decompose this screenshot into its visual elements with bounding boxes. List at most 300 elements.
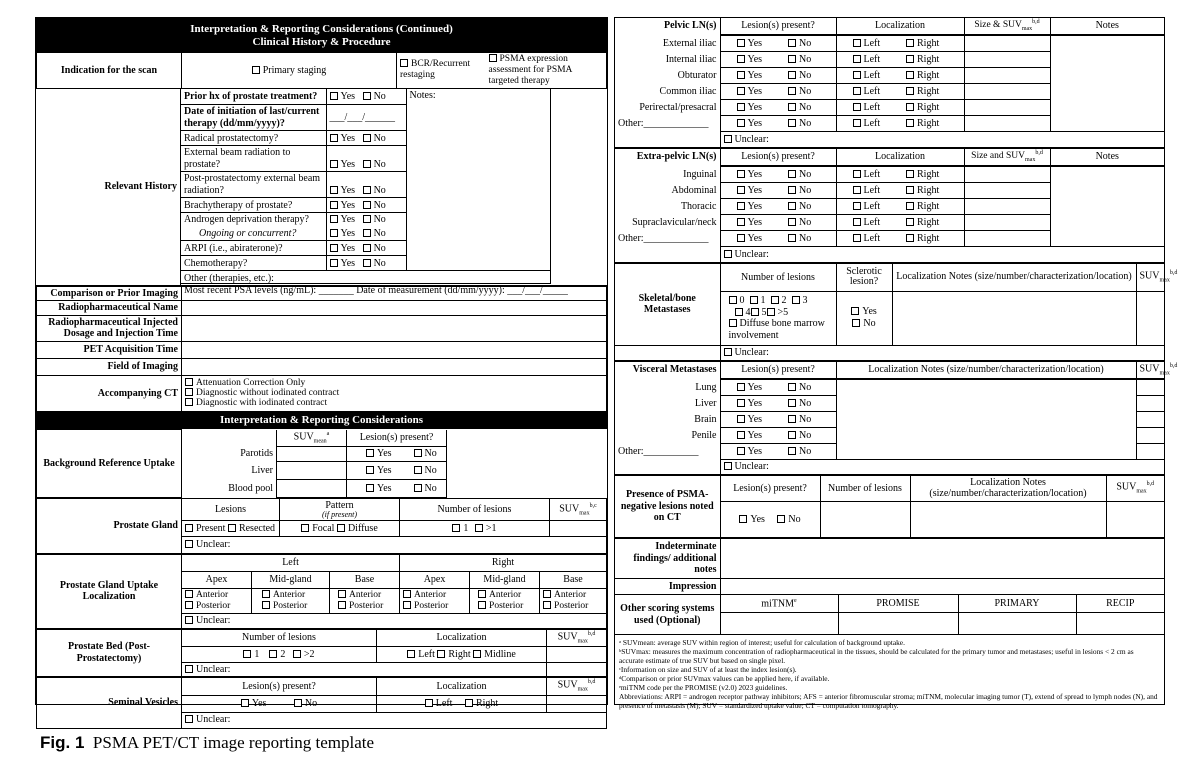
checkbox-icon[interactable]	[788, 87, 796, 95]
checkbox-icon[interactable]	[185, 524, 193, 532]
checkbox-icon[interactable]	[262, 601, 270, 609]
yes-choice[interactable]: Yes	[720, 35, 778, 51]
liver-suv-field[interactable]	[277, 462, 347, 480]
uptake-choice[interactable]: Anterior Posterior	[470, 589, 540, 614]
yes-choice[interactable]: Yes	[720, 396, 778, 412]
checkbox-icon[interactable]	[737, 431, 745, 439]
size-suv-field[interactable]	[964, 51, 1050, 67]
promise-field[interactable]	[838, 613, 958, 635]
uptake-choice[interactable]: Anterior Posterior	[252, 589, 330, 614]
right-choice[interactable]: Right	[900, 115, 964, 131]
checkbox-icon[interactable]	[906, 186, 914, 194]
no-choice[interactable]: No	[778, 99, 836, 115]
checkbox-icon[interactable]	[751, 308, 759, 316]
checkbox-icon[interactable]	[337, 524, 345, 532]
left-choice[interactable]: Left	[836, 214, 900, 230]
yes-choice[interactable]: Yes	[720, 198, 778, 214]
checkbox-icon[interactable]	[452, 524, 460, 532]
no-choice[interactable]: No	[778, 115, 836, 131]
size-suv-field[interactable]	[964, 230, 1050, 246]
checkbox-icon[interactable]	[853, 103, 861, 111]
bed-location-choice[interactable]: Left Right Midline	[377, 646, 547, 662]
checkbox-icon[interactable]	[735, 308, 743, 316]
recip-field[interactable]	[1076, 613, 1164, 635]
checkbox-icon[interactable]	[788, 55, 796, 63]
base-header: Base	[330, 572, 400, 589]
checkbox-icon[interactable]	[906, 103, 914, 111]
checkbox-icon[interactable]	[737, 170, 745, 178]
checkbox-icon[interactable]	[414, 449, 422, 457]
checkbox-icon[interactable]	[293, 650, 301, 658]
uptake-choice[interactable]: Anterior Posterior	[400, 589, 470, 614]
checkbox-icon[interactable]	[363, 229, 371, 237]
no-choice[interactable]: No	[778, 198, 836, 214]
visceral-suv-field[interactable]	[1136, 412, 1164, 428]
uptake-unclear[interactable]: Unclear:	[182, 614, 607, 629]
primary-field[interactable]	[958, 613, 1076, 635]
checkbox-icon[interactable]	[330, 92, 338, 100]
checkbox-icon[interactable]	[465, 699, 473, 707]
bed-suv-field[interactable]	[547, 662, 607, 677]
left-choice[interactable]: Left	[836, 198, 900, 214]
midgland-header: Mid-gland	[252, 572, 330, 589]
visceral-suv-field[interactable]	[1136, 428, 1164, 444]
checkbox-icon[interactable]	[478, 601, 486, 609]
primary-staging-option[interactable]: Primary staging	[182, 53, 397, 89]
checkbox-icon[interactable]	[363, 160, 371, 168]
skeletal-unclear[interactable]: Unclear:	[720, 345, 1164, 360]
checkbox-icon[interactable]	[294, 699, 302, 707]
checkbox-icon[interactable]	[853, 170, 861, 178]
checkbox-icon[interactable]	[853, 186, 861, 194]
checkbox-icon[interactable]	[437, 650, 445, 658]
blood-pool-yes[interactable]: Yes	[347, 480, 411, 498]
sv-location-choice[interactable]: Left Right	[377, 695, 547, 712]
checkbox-icon[interactable]	[906, 218, 914, 226]
checkbox-icon[interactable]	[478, 590, 486, 598]
yes-choice[interactable]: Yes	[720, 67, 778, 83]
left-choice[interactable]: Left	[836, 67, 900, 83]
left-choice[interactable]: Left	[836, 166, 900, 182]
right-choice[interactable]: Right	[900, 198, 964, 214]
ct-option-3[interactable]: Diagnostic with iodinated contract	[185, 398, 603, 408]
header-line-2: Clinical History & Procedure	[252, 35, 391, 48]
checkbox-icon[interactable]	[788, 415, 796, 423]
checkbox-icon[interactable]	[366, 466, 374, 474]
psma-neg-suv-field[interactable]	[1106, 502, 1164, 538]
checkbox-icon[interactable]	[737, 71, 745, 79]
checkbox-icon[interactable]	[737, 415, 745, 423]
yes-no-choice[interactable]: Yes No	[326, 146, 406, 172]
yes-choice[interactable]: Yes	[720, 380, 778, 396]
yes-choice[interactable]: Yes	[720, 99, 778, 115]
ebrt-question: External beam radiation to prostate?	[181, 146, 326, 172]
prostate-suv-field[interactable]	[550, 521, 607, 537]
checkbox-icon[interactable]	[771, 296, 779, 304]
size-suv-field[interactable]	[964, 166, 1050, 182]
focal-diffuse-choice[interactable]: Focal Diffuse	[280, 521, 400, 537]
right-choice[interactable]: Right	[900, 51, 964, 67]
count-row-2: 4 5 >5	[729, 307, 833, 319]
no-choice[interactable]: No	[778, 396, 836, 412]
no-choice[interactable]: No	[778, 428, 836, 444]
prostate-unclear[interactable]: Unclear:	[182, 537, 607, 554]
checkbox-icon[interactable]	[788, 218, 796, 226]
no-choice[interactable]: No	[778, 412, 836, 428]
checkbox-icon[interactable]	[269, 650, 277, 658]
checkbox-icon[interactable]	[788, 234, 796, 242]
checkbox-icon[interactable]	[338, 601, 346, 609]
checkbox-icon[interactable]	[489, 54, 497, 62]
checkbox-icon[interactable]	[788, 71, 796, 79]
checkbox-icon[interactable]	[185, 590, 193, 598]
checkbox-icon[interactable]	[737, 218, 745, 226]
checkbox-icon[interactable]	[243, 650, 251, 658]
checkbox-icon[interactable]	[788, 431, 796, 439]
checkbox-icon[interactable]	[414, 484, 422, 492]
no-choice[interactable]: No	[778, 444, 836, 460]
checkbox-icon[interactable]	[853, 119, 861, 127]
checkbox-icon[interactable]	[737, 399, 745, 407]
checkbox-icon[interactable]	[330, 215, 338, 223]
checkbox-icon[interactable]	[185, 616, 193, 624]
checkbox-icon[interactable]	[363, 201, 371, 209]
psma-neg-yes-no[interactable]: Yes No	[720, 502, 820, 538]
yes-no-choice[interactable]: Yes No	[326, 213, 406, 227]
seminal-vesicles-table	[36, 677, 607, 728]
checkbox-icon[interactable]	[475, 524, 483, 532]
checkbox-icon[interactable]	[724, 462, 732, 470]
right-choice[interactable]: Right	[900, 214, 964, 230]
other-field[interactable]: Other:_____________	[618, 117, 709, 129]
yes-choice[interactable]: Yes	[720, 214, 778, 230]
dosage-field[interactable]	[182, 315, 607, 341]
checkbox-icon[interactable]	[414, 466, 422, 474]
no-choice[interactable]: No	[778, 380, 836, 396]
sv-suv-field[interactable]	[547, 695, 607, 712]
checkbox-icon[interactable]	[853, 87, 861, 95]
checkbox-icon[interactable]	[363, 92, 371, 100]
yes-choice[interactable]: Yes	[720, 444, 778, 460]
no-choice[interactable]: No	[778, 67, 836, 83]
checkbox-icon[interactable]	[185, 388, 193, 396]
right-choice[interactable]: Right	[900, 67, 964, 83]
checkbox-icon[interactable]	[739, 515, 747, 523]
apex-header: Apex	[400, 572, 470, 589]
right-choice[interactable]: Right	[900, 166, 964, 182]
checkbox-icon[interactable]	[853, 218, 861, 226]
brachytherapy-question: Brachytherapy of prostate?	[181, 198, 326, 213]
checkbox-icon[interactable]	[852, 319, 860, 327]
liver-yes[interactable]: Yes	[347, 462, 411, 480]
left-choice[interactable]: Left	[836, 51, 900, 67]
acquisition-time-field[interactable]	[182, 341, 607, 358]
checkbox-icon[interactable]	[262, 590, 270, 598]
yes-no-choice[interactable]: Yes No	[326, 227, 406, 241]
no-choice[interactable]: No	[778, 166, 836, 182]
size-suv-field[interactable]	[964, 99, 1050, 115]
checkbox-icon[interactable]	[788, 383, 796, 391]
checkbox-icon[interactable]	[906, 39, 914, 47]
bcr-restaging-option[interactable]: BCR/Recurrent restaging	[397, 53, 477, 89]
checkbox-icon[interactable]	[788, 39, 796, 47]
checkbox-icon[interactable]	[407, 650, 415, 658]
checkbox-icon[interactable]	[425, 699, 433, 707]
right-choice[interactable]: Right	[900, 99, 964, 115]
left-choice[interactable]: Left	[836, 83, 900, 99]
yes-no-choice[interactable]: Yes No	[326, 256, 406, 271]
blood-pool-suv-field[interactable]	[277, 480, 347, 498]
checkbox-icon[interactable]	[363, 134, 371, 142]
psma-negative-table	[615, 475, 1164, 538]
checkbox-icon[interactable]	[788, 103, 796, 111]
bed-count-choice[interactable]: 1 2 >2	[182, 646, 377, 662]
visceral-suv-field[interactable]	[1136, 444, 1164, 460]
checkbox-icon[interactable]	[737, 87, 745, 95]
bed-unclear[interactable]: Unclear:	[182, 662, 547, 677]
sv-unclear[interactable]: Unclear:	[182, 712, 607, 728]
checkbox-icon[interactable]	[301, 524, 309, 532]
yes-choice[interactable]: Yes	[720, 230, 778, 246]
prior-treatment-yesno[interactable]: Yes No	[326, 89, 406, 105]
checkbox-icon[interactable]	[185, 398, 193, 406]
checkbox-icon[interactable]	[363, 259, 371, 267]
checkbox-icon[interactable]	[853, 39, 861, 47]
right-choice[interactable]: Right	[900, 83, 964, 99]
checkbox-icon[interactable]	[737, 383, 745, 391]
checkbox-icon[interactable]	[906, 119, 914, 127]
checkbox-icon[interactable]	[330, 160, 338, 168]
checkbox-icon[interactable]	[330, 244, 338, 252]
yes-choice[interactable]: Yes	[720, 166, 778, 182]
checkbox-icon[interactable]	[737, 447, 745, 455]
visceral-suv-field[interactable]	[1136, 396, 1164, 412]
checkbox-icon[interactable]	[252, 66, 260, 74]
left-choice[interactable]: Left	[836, 182, 900, 198]
unclear-choice[interactable]: Unclear:	[720, 246, 1164, 262]
yes-choice[interactable]: Yes	[720, 51, 778, 67]
no-choice[interactable]: No	[778, 214, 836, 230]
right-choice[interactable]: Right	[900, 230, 964, 246]
uptake-choice[interactable]: Anterior Posterior	[540, 589, 607, 614]
checkbox-icon[interactable]	[724, 135, 732, 143]
checkbox-icon[interactable]	[724, 348, 732, 356]
size-suv-field[interactable]	[964, 83, 1050, 99]
checkbox-icon[interactable]	[729, 319, 737, 327]
no-choice[interactable]: No	[778, 51, 836, 67]
blood-pool-no[interactable]: No	[411, 480, 447, 498]
checkbox-icon[interactable]	[543, 590, 551, 598]
psma-neg-notes-field[interactable]	[910, 502, 1106, 538]
skeletal-notes-field[interactable]	[892, 291, 1136, 345]
checkbox-icon[interactable]	[788, 447, 796, 455]
right-choice[interactable]: Right	[900, 182, 964, 198]
notes-field[interactable]	[1050, 166, 1164, 246]
checkbox-icon[interactable]	[185, 378, 193, 386]
checkbox-icon[interactable]	[788, 119, 796, 127]
checkbox-icon[interactable]	[737, 55, 745, 63]
sclerotic-choice[interactable]: Yes No	[836, 291, 892, 345]
checkbox-icon[interactable]	[543, 601, 551, 609]
size-suv-field[interactable]	[964, 214, 1050, 230]
checkbox-icon[interactable]	[330, 201, 338, 209]
history-notes-field[interactable]: Notes:	[406, 89, 551, 271]
extra-pelvic-ln-table	[615, 148, 1164, 166]
checkbox-icon[interactable]	[729, 296, 737, 304]
checkbox-icon[interactable]	[330, 186, 338, 194]
checkbox-icon[interactable]	[906, 202, 914, 210]
psma-neg-count-field[interactable]	[820, 502, 910, 538]
ct-option-2[interactable]: Diagnostic without iodinated contract	[185, 388, 603, 398]
yes-no-choice[interactable]: Yes No	[326, 198, 406, 213]
checkbox-icon[interactable]	[473, 650, 481, 658]
checkbox-icon[interactable]	[403, 590, 411, 598]
liver-no[interactable]: No	[411, 462, 447, 480]
skeletal-count-choice[interactable]: 0 1 2 3 4 5 >5 Diffuse bone marrow involvement	[720, 291, 836, 345]
no-choice[interactable]: No	[778, 83, 836, 99]
size-suv-field[interactable]	[964, 198, 1050, 214]
checkbox-icon[interactable]	[737, 39, 745, 47]
checkbox-icon[interactable]	[330, 259, 338, 267]
size-suv-field[interactable]	[964, 182, 1050, 198]
checkbox-icon[interactable]	[788, 170, 796, 178]
checkbox-icon[interactable]	[853, 234, 861, 242]
checkbox-icon[interactable]	[363, 244, 371, 252]
notes-field[interactable]	[1050, 35, 1164, 131]
suv-mean-header: $SUV_{mean}^a$	[277, 430, 347, 447]
yes-no-choice[interactable]: Yes No	[326, 172, 406, 198]
no-choice[interactable]: No	[778, 230, 836, 246]
yes-no-choice[interactable]: Yes No	[326, 131, 406, 146]
no-choice[interactable]: No	[778, 182, 836, 198]
psma-assessment-option[interactable]: PSMA expression assessment for PSMA targeted therapy	[477, 53, 607, 89]
uptake-choice[interactable]: Anterior Posterior	[182, 589, 252, 614]
therapy-date-field[interactable]: ___/___/______	[326, 105, 406, 131]
field-of-imaging-field[interactable]	[182, 358, 607, 375]
scoring-label: Other scoring systems used (Optional)	[615, 595, 720, 635]
checkbox-icon[interactable]	[788, 399, 796, 407]
checkbox-icon[interactable]	[906, 234, 914, 242]
figure-number: Fig. 1	[40, 733, 85, 752]
yes-choice[interactable]: Yes	[720, 428, 778, 444]
checkbox-icon[interactable]	[737, 202, 745, 210]
checkbox-icon[interactable]	[906, 170, 914, 178]
checkbox-icon[interactable]	[363, 215, 371, 223]
checkbox-icon[interactable]	[906, 71, 914, 79]
ct-option-1[interactable]: Attenuation Correction Only	[185, 378, 603, 388]
checkbox-icon[interactable]	[724, 250, 732, 258]
checkbox-icon[interactable]	[737, 234, 745, 242]
indeterminate-field[interactable]	[720, 539, 1164, 579]
checkbox-icon[interactable]	[400, 59, 408, 67]
checkbox-icon[interactable]	[788, 186, 796, 194]
pelvic-ln-label: Pelvic LN(s)	[664, 20, 717, 32]
checkbox-icon[interactable]	[330, 229, 338, 237]
yes-choice[interactable]: Yes	[720, 412, 778, 428]
right-choice[interactable]: Right	[900, 35, 964, 51]
sv-yes-no-choice[interactable]: Yes No	[182, 695, 377, 712]
checkbox-icon[interactable]	[788, 202, 796, 210]
checkbox-icon[interactable]	[906, 87, 914, 95]
checkbox-icon[interactable]	[185, 715, 193, 723]
checkbox-icon[interactable]	[338, 590, 346, 598]
size-suv-field[interactable]	[964, 35, 1050, 51]
other-field[interactable]: Other:_____________	[618, 232, 709, 244]
yes-no-choice[interactable]: Yes No	[326, 241, 406, 256]
checkbox-icon[interactable]	[767, 308, 775, 316]
lesion-count-choice[interactable]: 1 >1	[400, 521, 550, 537]
checkbox-icon[interactable]	[737, 186, 745, 194]
left-choice[interactable]: Left	[836, 115, 900, 131]
checkbox-icon[interactable]	[185, 665, 193, 673]
checkbox-icon[interactable]	[330, 134, 338, 142]
unclear-choice[interactable]: Unclear:	[720, 131, 1164, 147]
checkbox-icon[interactable]	[737, 119, 745, 127]
checkbox-icon[interactable]	[777, 515, 785, 523]
parotids-yes[interactable]: Yes	[347, 447, 411, 462]
checkbox-icon[interactable]	[750, 296, 758, 304]
uptake-choice[interactable]: Anterior Posterior	[330, 589, 400, 614]
left-choice[interactable]: Left	[836, 230, 900, 246]
checkbox-icon[interactable]	[853, 202, 861, 210]
parotids-suv-field[interactable]	[277, 447, 347, 462]
bed-suv-field[interactable]	[547, 646, 607, 662]
visceral-suv-field[interactable]	[1136, 380, 1164, 396]
checkbox-icon[interactable]	[366, 449, 374, 457]
checkbox-icon[interactable]	[363, 186, 371, 194]
radiopharmaceutical-name-field[interactable]	[182, 301, 607, 316]
visceral-notes-field[interactable]	[836, 380, 1136, 460]
summary-table	[615, 538, 1164, 635]
checkbox-icon[interactable]	[185, 601, 193, 609]
other-therapies-field[interactable]: Other (therapies, etc.):	[181, 271, 551, 284]
checkbox-icon[interactable]	[737, 103, 745, 111]
checkbox-icon[interactable]	[906, 55, 914, 63]
checkbox-icon[interactable]	[853, 55, 861, 63]
checkbox-icon[interactable]	[851, 307, 859, 315]
other-field[interactable]: Other:___________	[618, 445, 699, 457]
mitnm-field[interactable]	[720, 613, 838, 635]
present-resected-choice[interactable]: Present Resected	[182, 521, 280, 537]
checkbox-icon[interactable]	[185, 540, 193, 548]
field-of-imaging-label: Field of Imaging	[37, 358, 182, 375]
left-choice[interactable]: Left	[836, 99, 900, 115]
therapy-date-question: Date of initiation of last/current therapy (dd/mm/yyyy)?	[181, 105, 326, 131]
right-form-panel	[614, 17, 1178, 711]
skeletal-suv-field[interactable]	[1136, 291, 1164, 345]
psa-levels-field[interactable]: Most recent PSA levels (ng/mL): _______ Date of measurement (dd/mm/yyyy): ___/___/_____	[184, 285, 568, 297]
checkbox-icon[interactable]	[403, 601, 411, 609]
left-side-header: Left	[182, 555, 400, 572]
size-suv-field[interactable]	[964, 115, 1050, 131]
left-choice[interactable]: Left	[836, 35, 900, 51]
checkbox-icon[interactable]	[241, 699, 249, 707]
impression-field[interactable]	[720, 579, 1164, 595]
checkbox-icon[interactable]	[228, 524, 236, 532]
checkbox-icon[interactable]	[853, 71, 861, 79]
unclear-choice[interactable]: Unclear:	[720, 460, 1164, 475]
footnote: ᵃ SUVmean: average SUV within region of interest; useful for calculation of background uptake.	[619, 638, 905, 648]
checkbox-icon[interactable]	[792, 296, 800, 304]
yes-choice[interactable]: Yes	[720, 182, 778, 198]
yes-choice[interactable]: Yes	[720, 115, 778, 131]
parotids-no[interactable]: No	[411, 447, 447, 462]
no-choice[interactable]: No	[778, 35, 836, 51]
checkbox-icon[interactable]	[366, 484, 374, 492]
yes-choice[interactable]: Yes	[720, 83, 778, 99]
background-uptake-table	[36, 429, 607, 498]
size-suv-field[interactable]	[964, 67, 1050, 83]
